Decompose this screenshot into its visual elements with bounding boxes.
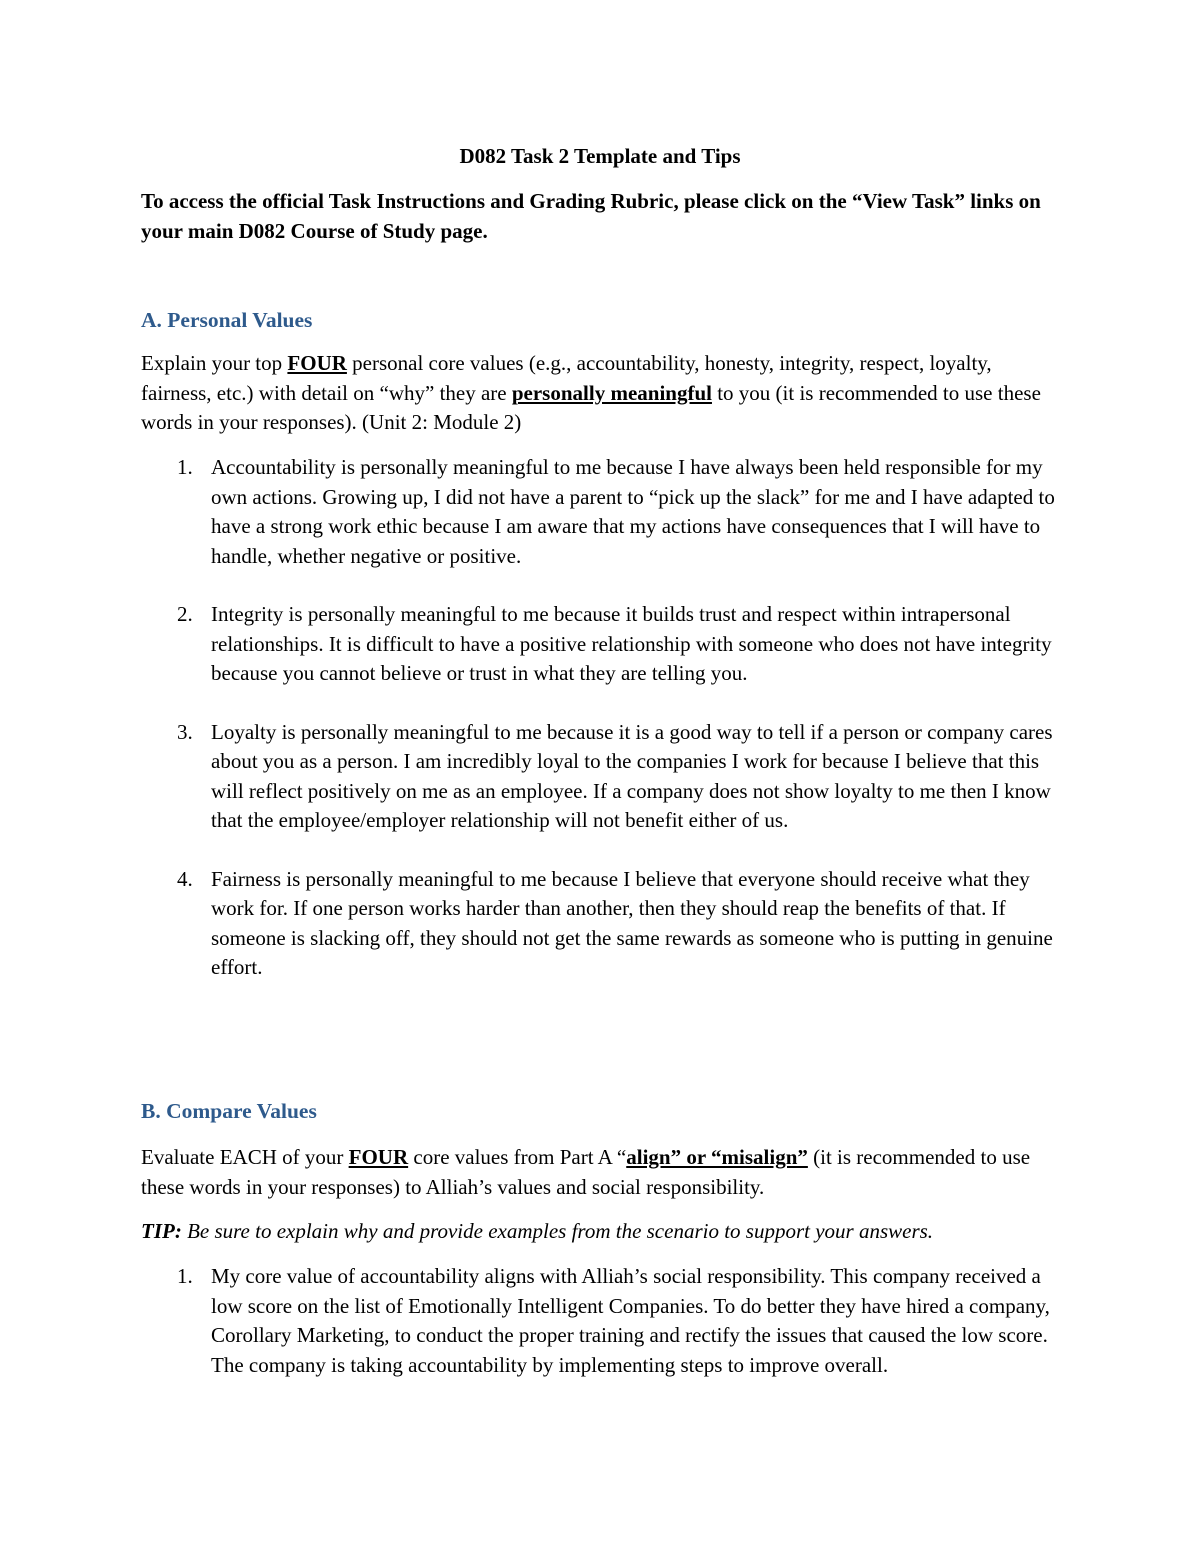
list-number: 1.	[177, 455, 193, 479]
prompt-text: (it is recommended to use these words in your responses) to Alliah’s values and social responsibility.	[141, 1145, 1031, 1199]
section-b-heading: B. Compare Values	[141, 1099, 317, 1123]
list-number: 3.	[177, 719, 193, 744]
list-item-text: Fairness is personally meaningful to me because I believe that everyone should receive what they work for. If one person works harder than another, then they should reap the benefits of that. If someone is slacking off, they should not get the same rewards as someone who is putting in genuine effort.	[211, 866, 1053, 979]
access-note: To access the official Task Instructions and Grading Rubric, please click on the “View Task” links on your main D082 Course of Study page.	[141, 189, 1041, 243]
emphasis-four: FOUR	[287, 351, 347, 375]
list-item	[141, 1262, 1061, 1380]
prompt-text: personal core values (e.g., accountability, honesty, integrity, respect, loyalty, fairness, etc.) with detail on “why” they are	[141, 351, 992, 405]
list-item-text: Integrity is personally meaningful to me because it builds trust and respect within intrapersonal relationships. It is difficult to have a positive relationship with someone who does not have integrity because you cannot believe or trust in what they are telling you.	[211, 602, 1052, 685]
list-item	[141, 453, 1061, 571]
prompt-text: to you (it is recommended to use these words in your responses). (Unit 2: Module 2)	[141, 380, 1041, 434]
section-a-prompt	[141, 349, 1061, 438]
tip-label: TIP:	[141, 1219, 182, 1243]
prompt-text: Explain your top	[141, 351, 288, 375]
section-a-list	[141, 453, 1061, 1012]
tip-note	[141, 1217, 1061, 1247]
section-b-prompt	[141, 1143, 1061, 1202]
prompt-text: core values from Part A “	[408, 1145, 627, 1169]
list-item-text: Loyalty is personally meaningful to me because it is a good way to tell if a person or company cares about you as a person. I am incredibly loyal to the companies I work for because I believe that this will reflect positively on me as an employee. If a company does not show loyalty to me then I know that the employee/employer relationship will not benefit either of us.	[211, 719, 1053, 832]
emphasis-personally-meaningful: personally meaningful	[511, 380, 712, 405]
list-item-text: My core value of accountability aligns with Alliah’s social responsibility. This company received a low score on the list of Emotionally Intelligent Companies. To do better they have hired a company, Corollary Marketing, to conduct the proper training and rectify the issues that caused the low score. The company is taking accountability by implementing steps to improve overall.	[211, 1264, 1050, 1377]
list-item	[141, 865, 1061, 983]
list-item-text: Accountability is personally meaningful to me because I have always been held responsible for my own actions. Growing up, I did not have a parent to “pick up the slack” for me and I have adapted to have a strong work ethic because I am aware that my actions have consequences that I will have to handle, whether negative or positive.	[211, 455, 1055, 568]
emphasis-four: FOUR	[348, 1145, 409, 1169]
list-number: 1.	[177, 1264, 193, 1288]
section-b-list	[141, 1262, 1061, 1380]
emphasis-align-misalign: align” or “misalign”	[626, 1145, 808, 1169]
tip-text: Be sure to explain why and provide examples from the scenario to support your answers.	[181, 1219, 934, 1243]
list-number: 4.	[177, 866, 193, 891]
list-item	[141, 718, 1061, 836]
document-title: D082 Task 2 Template and Tips	[459, 144, 741, 168]
prompt-text: Evaluate EACH of your	[141, 1145, 349, 1169]
section-a-heading: A. Personal Values	[141, 308, 313, 332]
list-number: 2.	[177, 602, 193, 626]
list-item	[141, 600, 1061, 689]
